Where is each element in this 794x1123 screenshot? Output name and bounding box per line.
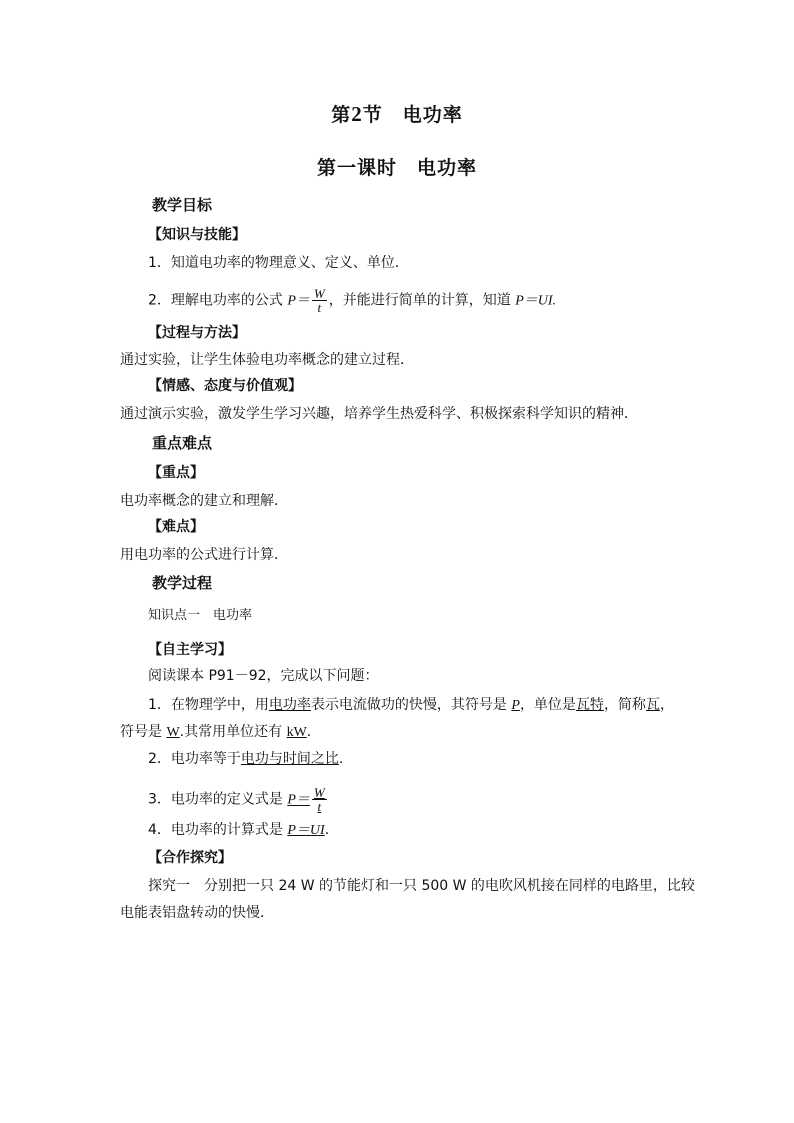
fraction-denominator: t (317, 300, 322, 315)
difficulty-text: 用电功率的公式进行计算． (120, 547, 288, 563)
q4-text-a: 4．电功率的计算式是 (148, 822, 288, 838)
keypoints-heading: 重点难点 (152, 434, 213, 452)
explore-1: 探究一 分别把一只 24 W 的节能灯和一只 500 W 的电吹风机接在同样的电路里，比较 (148, 878, 695, 894)
q1-answer-w: W (166, 725, 180, 740)
process-method-label: 【过程与方法】 (148, 325, 246, 341)
q3-formula-lhs: P＝ (287, 792, 310, 808)
title-number: 2 (351, 102, 363, 126)
subtitle-right: 电功率 (417, 157, 478, 179)
q1-text-a: 1．在物理学中，用 (148, 697, 269, 713)
knowledge-label: 【知识与技能】 (148, 227, 246, 243)
fraction-w-over-t (312, 287, 327, 314)
process-heading: 教学过程 (152, 574, 213, 592)
goals-heading: 教学目标 (152, 196, 213, 214)
question-1-cont (120, 722, 680, 743)
fraction-numerator: W (313, 286, 325, 301)
title-name: 电功率 (402, 104, 463, 126)
q3-fraction-numerator: W (313, 785, 325, 800)
q1-text-c: 表示电流做功的快慢，其符号是 (310, 697, 512, 713)
cooperation-label: 【合作探究】 (148, 850, 232, 866)
title-prefix: 第 (331, 104, 352, 126)
lesson-subtitle (0, 153, 794, 180)
formula-p-eq: P＝ (287, 293, 310, 309)
reading-instruction: 阅读课本 P91－92，完成以下问题： (148, 668, 379, 684)
q3-fraction-denominator: t (317, 799, 322, 814)
q1-text-l: .其常用单位还有 (179, 724, 287, 740)
difficulty-label: 【难点】 (148, 519, 204, 535)
emotion-label: 【情感、态度与价值观】 (148, 378, 302, 394)
k2-text-post: ，并能进行简单的计算，知道 (328, 292, 516, 309)
subtitle-left: 第一课时 (316, 157, 397, 179)
q1-answer-power: 电功率 (268, 697, 311, 713)
self-study-label: 【自主学习】 (148, 642, 232, 658)
knowledge-point-title: 知识点一 电功率 (148, 608, 253, 623)
explore-1-cont: 电能表铝盘转动的快慢． (120, 905, 274, 921)
title-suffix: 节 (362, 104, 383, 126)
key-text: 电功率概念的建立和理解． (120, 493, 288, 509)
q4-answer: P＝UI (287, 823, 325, 838)
q4-text-c: . (324, 822, 330, 838)
q3-text-a: 3．电功率的定义式是 (148, 791, 288, 808)
key-label: 【重点】 (148, 465, 204, 481)
emotion-text: 通过演示实验，激发学生学习兴趣，培养学生热爱科学、积极探索科学知识的精神． (120, 406, 638, 422)
section-title (0, 100, 794, 127)
process-method-text: 通过实验，让学生体验电功率概念的建立过程． (120, 352, 414, 368)
q1-answer-watt: 瓦特 (575, 697, 604, 713)
knowledge-item-1: 1．知道电功率的物理意义、定义、单位． (148, 255, 409, 271)
q1-answer-wa: 瓦 (645, 697, 660, 713)
q1-text-i: ， (659, 697, 674, 713)
q1-text-g: ，简称 (603, 697, 646, 713)
question-1 (148, 695, 708, 716)
q2-text-c: . (338, 751, 344, 767)
q1-answer-kw: kW (286, 725, 307, 740)
q2-text-a: 2．电功率等于 (148, 751, 241, 767)
k2-text: 2．理解电功率的公式 (148, 292, 288, 309)
knowledge-item-2 (148, 287, 708, 314)
q1-text-e: ，单位是 (519, 697, 576, 713)
question-4 (148, 820, 708, 841)
q1-text-j: 符号是 (120, 724, 167, 740)
q3-fraction (312, 786, 327, 813)
q2-answer: 电功与时间之比 (240, 751, 339, 767)
question-3 (148, 786, 708, 813)
q1-text-n: . (306, 724, 312, 740)
q1-answer-symbol: P (511, 698, 520, 713)
question-2 (148, 749, 708, 769)
formula-p-ui: P＝UI. (515, 293, 557, 309)
